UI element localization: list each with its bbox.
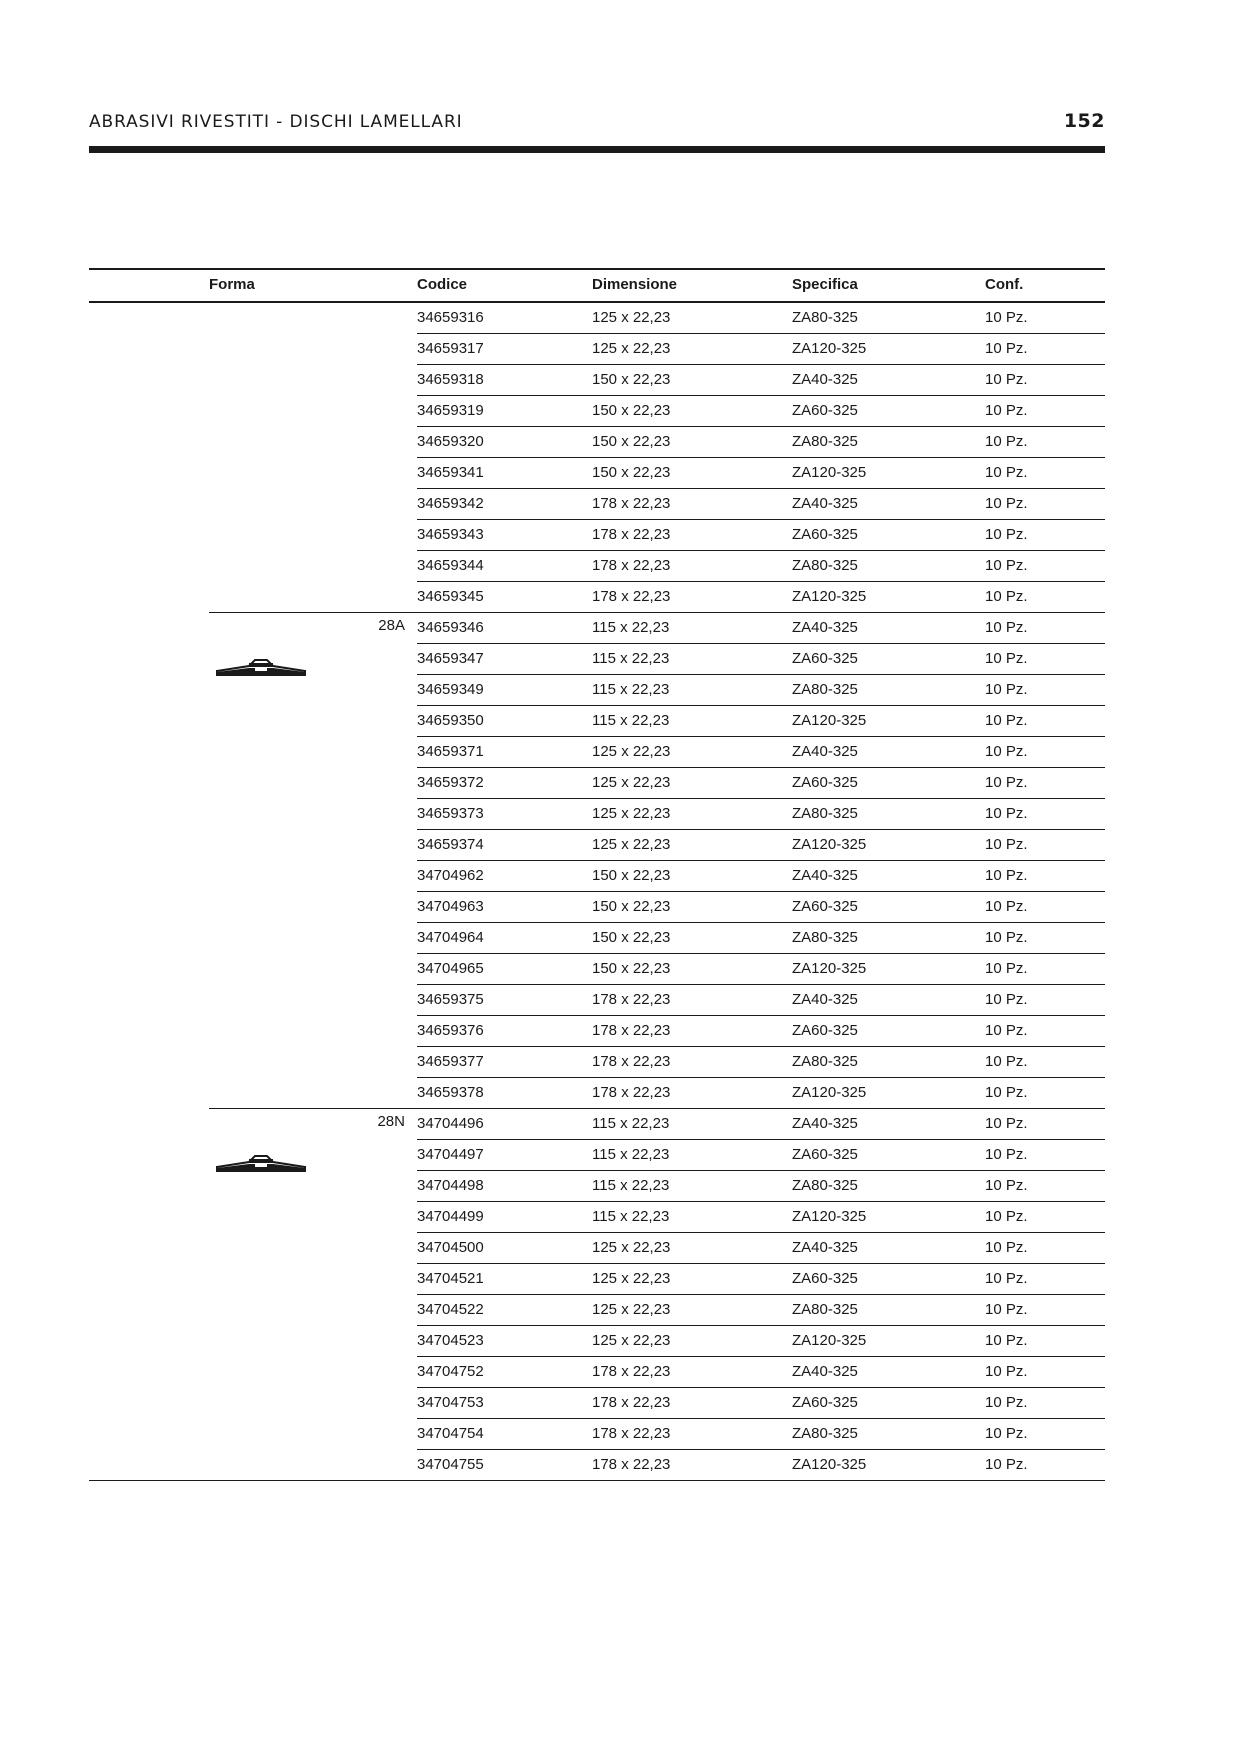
forma-label: 28N [377,1113,405,1130]
cell-conf: 10 Pz. [985,650,1028,667]
header-rule [89,146,1105,153]
table-row [417,1171,1105,1202]
table-row [417,954,1105,985]
cell-codice: 34659347 [417,650,484,667]
cell-dimensione: 115 x 22,23 [592,1115,670,1132]
cell-codice: 34704963 [417,898,484,915]
cell-dimensione: 178 x 22,23 [592,991,671,1008]
cell-conf: 10 Pz. [985,1146,1028,1163]
cell-specifica: ZA60-325 [792,1270,858,1287]
column-header-codice: Codice [417,276,468,293]
cell-specifica: ZA120-325 [792,464,867,481]
cell-dimensione: 178 x 22,23 [592,1456,671,1473]
table-row [417,427,1105,458]
cell-conf: 10 Pz. [985,712,1028,729]
cell-specifica: ZA80-325 [792,557,858,574]
cell-dimensione: 150 x 22,23 [592,867,671,884]
cell-specifica: ZA80-325 [792,805,858,822]
cell-dimensione: 115 x 22,23 [592,1146,670,1163]
table-body [89,303,1105,1481]
product-table [89,268,1105,1481]
cell-dimensione: 125 x 22,23 [592,836,671,853]
cell-specifica: ZA80-325 [792,1425,858,1442]
table-row [417,1357,1105,1388]
cell-codice: 34659349 [417,681,484,698]
table-row [417,1264,1105,1295]
cell-codice: 34704500 [417,1239,484,1256]
cell-conf: 10 Pz. [985,1425,1028,1442]
cell-dimensione: 150 x 22,23 [592,371,671,388]
table-row [417,334,1105,365]
column-header-forma: Forma [209,276,255,293]
cell-dimensione: 125 x 22,23 [592,1301,671,1318]
cell-codice: 34659344 [417,557,484,574]
table-row [417,303,1105,334]
cell-dimensione: 125 x 22,23 [592,1332,671,1349]
cell-dimensione: 150 x 22,23 [592,960,671,977]
cell-conf: 10 Pz. [985,464,1028,481]
cell-specifica: ZA80-325 [792,433,858,450]
cell-specifica: ZA120-325 [792,712,867,729]
table-row [417,365,1105,396]
product-group [89,303,1105,613]
cell-dimensione: 125 x 22,23 [592,743,671,760]
cell-conf: 10 Pz. [985,433,1028,450]
cell-conf: 10 Pz. [985,1239,1028,1256]
cell-codice: 34704962 [417,867,484,884]
cell-codice: 34704522 [417,1301,484,1318]
cell-codice: 34704496 [417,1115,484,1132]
cell-specifica: ZA60-325 [792,1022,858,1039]
cell-codice: 34659320 [417,433,484,450]
cell-dimensione: 125 x 22,23 [592,309,671,326]
table-row [417,489,1105,520]
cell-conf: 10 Pz. [985,1115,1028,1132]
cell-codice: 34704521 [417,1270,484,1287]
cell-specifica: ZA60-325 [792,1394,858,1411]
cell-dimensione: 125 x 22,23 [592,1270,671,1287]
cell-dimensione: 178 x 22,23 [592,495,671,512]
cell-dimensione: 178 x 22,23 [592,526,671,543]
table-row [417,799,1105,830]
cell-specifica: ZA40-325 [792,1363,858,1380]
cell-specifica: ZA60-325 [792,774,858,791]
flap-disc-28a-icon [215,654,307,683]
table-row [417,458,1105,489]
cell-codice: 34704964 [417,929,484,946]
table-row [417,1140,1105,1171]
cell-codice: 34704499 [417,1208,484,1225]
table-row [417,985,1105,1016]
cell-specifica: ZA60-325 [792,650,858,667]
cell-dimensione: 150 x 22,23 [592,433,671,450]
cell-conf: 10 Pz. [985,991,1028,1008]
cell-conf: 10 Pz. [985,588,1028,605]
cell-codice: 34659376 [417,1022,484,1039]
cell-codice: 34659346 [417,619,484,636]
cell-dimensione: 178 x 22,23 [592,1363,671,1380]
cell-dimensione: 115 x 22,23 [592,1177,670,1194]
cell-specifica: ZA40-325 [792,991,858,1008]
cell-dimensione: 178 x 22,23 [592,588,671,605]
cell-specifica: ZA80-325 [792,929,858,946]
cell-codice: 34704965 [417,960,484,977]
cell-specifica: ZA40-325 [792,1239,858,1256]
product-group [89,613,1105,1109]
cell-codice: 34704754 [417,1425,484,1442]
flap-disc-28n-icon [215,1150,307,1179]
table-row [417,1016,1105,1047]
cell-codice: 34659317 [417,340,484,357]
cell-codice: 34659372 [417,774,484,791]
table-row [417,1109,1105,1140]
cell-conf: 10 Pz. [985,371,1028,388]
table-row [417,923,1105,954]
table-row [417,706,1105,737]
cell-codice: 34659319 [417,402,484,419]
cell-dimensione: 125 x 22,23 [592,1239,671,1256]
cell-codice: 34704753 [417,1394,484,1411]
cell-specifica: ZA80-325 [792,1301,858,1318]
column-header-conf: Conf. [985,276,1024,293]
cell-specifica: ZA40-325 [792,867,858,884]
table-bottom-rule [89,1480,1105,1481]
table-row [417,1078,1105,1109]
cell-specifica: ZA40-325 [792,495,858,512]
table-header-row [89,270,1105,303]
product-group [89,1109,1105,1481]
cell-specifica: ZA40-325 [792,371,858,388]
cell-specifica: ZA120-325 [792,340,867,357]
cell-codice: 34704523 [417,1332,484,1349]
table-row [417,396,1105,427]
cell-dimensione: 178 x 22,23 [592,1084,671,1101]
table-row [417,768,1105,799]
table-row [417,1388,1105,1419]
cell-dimensione: 125 x 22,23 [592,805,671,822]
cell-conf: 10 Pz. [985,898,1028,915]
cell-specifica: ZA80-325 [792,1053,858,1070]
table-row [417,861,1105,892]
cell-specifica: ZA60-325 [792,526,858,543]
cell-conf: 10 Pz. [985,867,1028,884]
cell-dimensione: 178 x 22,23 [592,1022,671,1039]
cell-specifica: ZA40-325 [792,743,858,760]
table-row [417,1450,1105,1481]
cell-specifica: ZA80-325 [792,1177,858,1194]
cell-dimensione: 115 x 22,23 [592,1208,670,1225]
forma-label: 28A [378,617,405,634]
cell-codice: 34659377 [417,1053,484,1070]
table-row [417,737,1105,768]
table-row [417,644,1105,675]
cell-conf: 10 Pz. [985,402,1028,419]
cell-conf: 10 Pz. [985,1332,1028,1349]
page-header [89,112,1105,156]
cell-dimensione: 150 x 22,23 [592,898,671,915]
cell-conf: 10 Pz. [985,743,1028,760]
cell-conf: 10 Pz. [985,960,1028,977]
cell-codice: 34659374 [417,836,484,853]
cell-codice: 34659373 [417,805,484,822]
column-header-specifica: Specifica [792,276,858,293]
cell-dimensione: 115 x 22,23 [592,681,670,698]
cell-dimensione: 125 x 22,23 [592,340,671,357]
cell-conf: 10 Pz. [985,836,1028,853]
cell-dimensione: 150 x 22,23 [592,464,671,481]
cell-dimensione: 178 x 22,23 [592,557,671,574]
cell-specifica: ZA120-325 [792,1084,867,1101]
cell-codice: 34659345 [417,588,484,605]
cell-specifica: ZA120-325 [792,960,867,977]
cell-specifica: ZA120-325 [792,1456,867,1473]
table-row [417,1295,1105,1326]
page-title: ABRASIVI RIVESTITI - DISCHI LAMELLARI [89,112,463,132]
cell-conf: 10 Pz. [985,526,1028,543]
cell-conf: 10 Pz. [985,805,1028,822]
cell-codice: 34659316 [417,309,484,326]
cell-specifica: ZA120-325 [792,836,867,853]
cell-conf: 10 Pz. [985,309,1028,326]
table-row [417,1419,1105,1450]
table-row [417,1047,1105,1078]
table-row [417,892,1105,923]
cell-conf: 10 Pz. [985,1394,1028,1411]
cell-specifica: ZA40-325 [792,619,858,636]
cell-conf: 10 Pz. [985,1084,1028,1101]
cell-dimensione: 115 x 22,23 [592,712,670,729]
cell-conf: 10 Pz. [985,929,1028,946]
cell-specifica: ZA40-325 [792,1115,858,1132]
cell-conf: 10 Pz. [985,1208,1028,1225]
cell-codice: 34704752 [417,1363,484,1380]
cell-conf: 10 Pz. [985,557,1028,574]
cell-codice: 34659378 [417,1084,484,1101]
cell-conf: 10 Pz. [985,495,1028,512]
cell-conf: 10 Pz. [985,774,1028,791]
cell-dimensione: 115 x 22,23 [592,619,670,636]
table-row [417,1326,1105,1357]
cell-codice: 34704497 [417,1146,484,1163]
cell-conf: 10 Pz. [985,619,1028,636]
cell-conf: 10 Pz. [985,1301,1028,1318]
cell-conf: 10 Pz. [985,1363,1028,1380]
cell-specifica: ZA120-325 [792,1208,867,1225]
cell-dimensione: 178 x 22,23 [592,1425,671,1442]
cell-codice: 34659342 [417,495,484,512]
cell-specifica: ZA60-325 [792,1146,858,1163]
cell-conf: 10 Pz. [985,1022,1028,1039]
cell-conf: 10 Pz. [985,1053,1028,1070]
cell-conf: 10 Pz. [985,1270,1028,1287]
table-row [417,582,1105,613]
table-row [417,675,1105,706]
cell-conf: 10 Pz. [985,1456,1028,1473]
cell-codice: 34659375 [417,991,484,1008]
cell-specifica: ZA60-325 [792,898,858,915]
cell-specifica: ZA120-325 [792,1332,867,1349]
cell-specifica: ZA120-325 [792,588,867,605]
cell-dimensione: 125 x 22,23 [592,774,671,791]
cell-dimensione: 150 x 22,23 [592,402,671,419]
cell-codice: 34659371 [417,743,484,760]
table-row [417,613,1105,644]
cell-dimensione: 115 x 22,23 [592,650,670,667]
cell-dimensione: 178 x 22,23 [592,1053,671,1070]
cell-dimensione: 150 x 22,23 [592,929,671,946]
cell-conf: 10 Pz. [985,681,1028,698]
table-row [417,1202,1105,1233]
cell-specifica: ZA80-325 [792,681,858,698]
cell-codice: 34659318 [417,371,484,388]
cell-conf: 10 Pz. [985,1177,1028,1194]
page-number: 152 [1063,110,1105,132]
column-header-dimensione: Dimensione [592,276,678,293]
table-row [417,1233,1105,1264]
cell-codice: 34659341 [417,464,484,481]
cell-codice: 34659343 [417,526,484,543]
cell-codice: 34704755 [417,1456,484,1473]
cell-specifica: ZA80-325 [792,309,858,326]
table-row [417,551,1105,582]
cell-codice: 34704498 [417,1177,484,1194]
table-row [417,830,1105,861]
cell-dimensione: 178 x 22,23 [592,1394,671,1411]
cell-specifica: ZA60-325 [792,402,858,419]
cell-conf: 10 Pz. [985,340,1028,357]
cell-codice: 34659350 [417,712,484,729]
table-row [417,520,1105,551]
